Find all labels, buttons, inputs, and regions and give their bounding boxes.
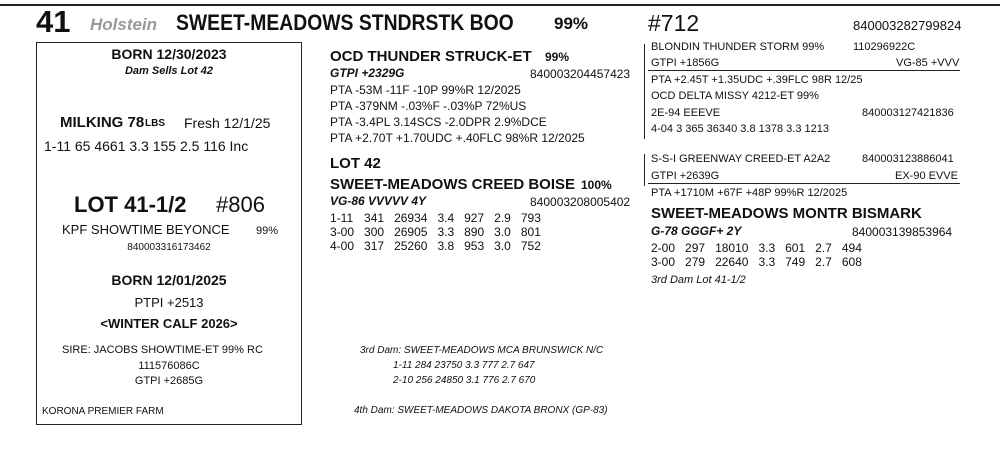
dam-name: SWEET-MEADOWS CREED BOISE xyxy=(330,176,576,193)
born-date: BORN 12/30/2023 xyxy=(111,46,227,62)
dam-reg: 840003208005402 xyxy=(530,195,631,209)
dam-dam-note: 3rd Dam Lot 41-1/2 xyxy=(651,274,746,286)
cell: 793 xyxy=(520,211,541,225)
milk-record: 1-11 65 4661 3.3 155 2.5 116 Inc xyxy=(44,138,249,154)
cell: 22640 xyxy=(715,255,749,269)
third-dam-title: 3rd Dam: SWEET-MEADOWS MCA BRUNSWICK N/C xyxy=(360,345,604,356)
milking-label: MILKING 78 xyxy=(60,114,145,131)
cell: 3.0 xyxy=(494,225,511,239)
calf-percent: 99% xyxy=(256,225,279,237)
calf-ptpi: PTPI +2513 xyxy=(134,295,204,310)
cell: 3.3 xyxy=(758,255,776,269)
cell: 4-00 xyxy=(330,239,355,253)
cell: 3-00 xyxy=(651,255,676,269)
dam-percent: 100% xyxy=(581,178,612,192)
dam-sells-note: Dam Sells Lot 42 xyxy=(124,65,214,77)
cell: 601 xyxy=(785,241,806,255)
sire-dam-record: 4-04 3 365 36340 3.8 1378 3.3 1213 xyxy=(651,123,829,135)
sire-dam-class: 2E-94 EEEVE xyxy=(651,107,721,119)
sire-sire-pta: PTA +2.45T +1.35UDC +.39FLC 98R 12/25 xyxy=(651,74,863,86)
reg-number: 840003282799824 xyxy=(853,18,962,33)
dam-sire-reg: 840003123886041 xyxy=(862,153,954,165)
dam-sire-pta: PTA +1710M +67F +48P 99%R 12/2025 xyxy=(651,187,848,199)
sire-pta-line: PTA -53M -11F -10P 99%R 12/2025 xyxy=(330,83,521,97)
cell: 18010 xyxy=(715,241,749,255)
cell: 3.0 xyxy=(494,239,511,253)
cell: 608 xyxy=(841,255,862,269)
cell: 749 xyxy=(785,255,806,269)
sub-lot-title: LOT 41-1/2 xyxy=(74,192,187,217)
cell: 3.8 xyxy=(437,239,455,253)
cell: 752 xyxy=(520,239,541,253)
cell: 3.3 xyxy=(437,225,455,239)
dam-dam-records-table xyxy=(651,241,872,269)
cell: 300 xyxy=(364,225,385,239)
sire-pta-line: PTA -379NM -.03%F -.03%P 72%US xyxy=(330,99,527,113)
sire-sire-name: BLONDIN THUNDER STORM 99% xyxy=(651,41,825,53)
sire-pta-line: PTA -3.4PL 3.14SCS -2.0DPR 2.9%DCE xyxy=(330,115,547,129)
bracket-line xyxy=(644,44,645,139)
third-dam-record: 2-10 256 24850 3.1 776 2.7 670 xyxy=(393,375,536,386)
cell: 279 xyxy=(685,255,706,269)
cell: 3.3 xyxy=(758,241,776,255)
breed: Holstein xyxy=(90,15,158,34)
cell: 25260 xyxy=(394,239,428,253)
dam-sire-gtpi: GTPI +2639G xyxy=(651,170,720,182)
cell: 297 xyxy=(685,241,706,255)
dam-sire-class: EX-90 EVVE xyxy=(895,170,958,182)
sire-gtpi: GTPI +2685G xyxy=(134,375,204,387)
cell: 494 xyxy=(841,241,862,255)
milking-unit: LBS xyxy=(145,118,165,129)
divider xyxy=(648,183,960,184)
calf-born: BORN 12/01/2025 xyxy=(111,272,227,288)
lot-number: 41 xyxy=(36,4,71,39)
sire-dam-name: OCD DELTA MISSY 4212-ET 99% xyxy=(651,90,819,102)
third-dam-record: 1-11 284 23750 3.3 777 2.7 647 xyxy=(393,360,535,371)
dam-records-table xyxy=(330,211,551,253)
animal-name: SWEET-MEADOWS STNDRSTK BOO xyxy=(176,10,514,35)
dam-dam-name: SWEET-MEADOWS MONTR BISMARK xyxy=(651,205,922,222)
winter-calf: <WINTER CALF 2026> xyxy=(100,316,238,331)
id-tag: #712 xyxy=(648,10,700,36)
dam-dam-class: G-78 GGGF+ 2Y xyxy=(651,224,742,238)
sire-pta-line: PTA +2.70T +1.70UDC +.40FLC 98%R 12/2025 xyxy=(330,131,585,145)
cell: 341 xyxy=(364,211,385,225)
fourth-dam-title: 4th Dam: SWEET-MEADOWS DAKOTA BRONX (GP-83) xyxy=(354,405,608,416)
bracket-line xyxy=(644,154,645,186)
cell: 801 xyxy=(520,225,541,239)
cell: 1-11 xyxy=(330,211,354,225)
sire-reg: 111576086C xyxy=(138,360,200,372)
cell: 26934 xyxy=(394,211,428,225)
table-row xyxy=(651,241,872,255)
sire-dam-reg: 840003127421836 xyxy=(862,107,954,119)
sire-gtpi-detail: GTPI +2329G xyxy=(330,66,405,80)
cell: 3-00 xyxy=(330,225,355,239)
calf-reg: 840003316173462 xyxy=(127,242,211,253)
farm-name: KORONA PREMIER FARM xyxy=(42,406,164,417)
sire-sire-class: VG-85 +VVV xyxy=(896,57,960,69)
sub-lot-tag: #806 xyxy=(216,192,265,217)
dam-dam-reg: 840003139853964 xyxy=(852,225,953,239)
sire-sire-reg: 110296922C xyxy=(853,41,916,53)
dam-lot: LOT 42 xyxy=(330,155,381,172)
cell: 317 xyxy=(364,239,385,253)
sire-percent: 99% xyxy=(545,50,570,64)
sire-reg-detail: 840003204457423 xyxy=(530,67,631,81)
cell: 890 xyxy=(464,225,485,239)
top-rule xyxy=(0,4,1000,6)
fresh-date: Fresh 12/1/25 xyxy=(184,115,271,131)
cell: 2.9 xyxy=(494,211,511,225)
cell: 2.7 xyxy=(815,255,832,269)
cell: 26905 xyxy=(394,225,428,239)
cell: 927 xyxy=(464,211,485,225)
calf-name: KPF SHOWTIME BEYONCE xyxy=(62,222,230,237)
dam-class: VG-86 VVVVV 4Y xyxy=(330,194,427,208)
dam-sire-name: S-S-I GREENWAY CREED-ET A2A2 xyxy=(651,153,831,165)
table-row xyxy=(330,225,551,239)
cell: 953 xyxy=(464,239,485,253)
animal-percent: 99% xyxy=(554,14,589,33)
cell: 2.7 xyxy=(815,241,832,255)
cell: 3.4 xyxy=(437,211,455,225)
sire-line: SIRE: JACOBS SHOWTIME-ET 99% RC xyxy=(62,344,263,356)
table-row xyxy=(330,239,551,253)
table-row xyxy=(330,211,551,225)
sire-sire-gtpi: GTPI +1856G xyxy=(651,57,720,69)
sire-name: OCD THUNDER STRUCK-ET xyxy=(330,48,532,65)
cell: 2-00 xyxy=(651,241,676,255)
divider xyxy=(648,70,960,71)
table-row xyxy=(651,255,872,269)
